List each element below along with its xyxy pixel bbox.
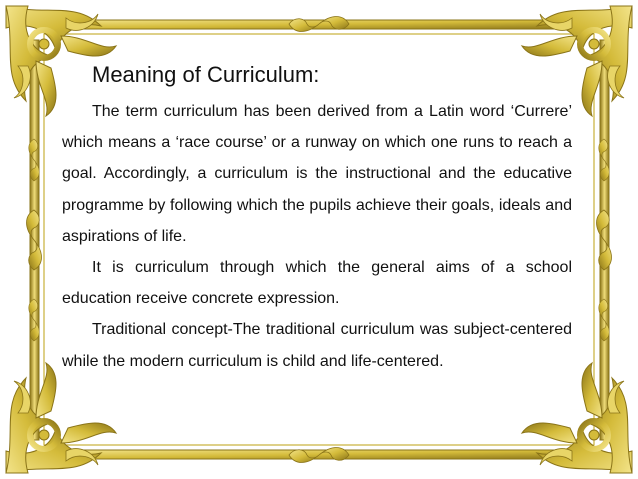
paragraph-traditional-concept: Traditional concept-The traditional curriculum was subject-centered while the modern curriculum is child and life-centered. — [62, 321, 572, 370]
paragraph-general-aims: It is curriculum through which the general aims of a school education receive concrete expression. — [62, 259, 572, 308]
paragraph-latin-origin: The term curriculum has been derived from a Latin word ‘Currere’ which means a ‘race course’ or a runway on which one runs to reach a goal. Accordingly, a curriculum is the instructional and the educative programme by following which the pupils achieve their goals, ideals and aspirations of life. — [62, 103, 572, 245]
slide-content — [62, 60, 572, 377]
slide-title: Meaning of Curriculum: — [92, 62, 320, 87]
